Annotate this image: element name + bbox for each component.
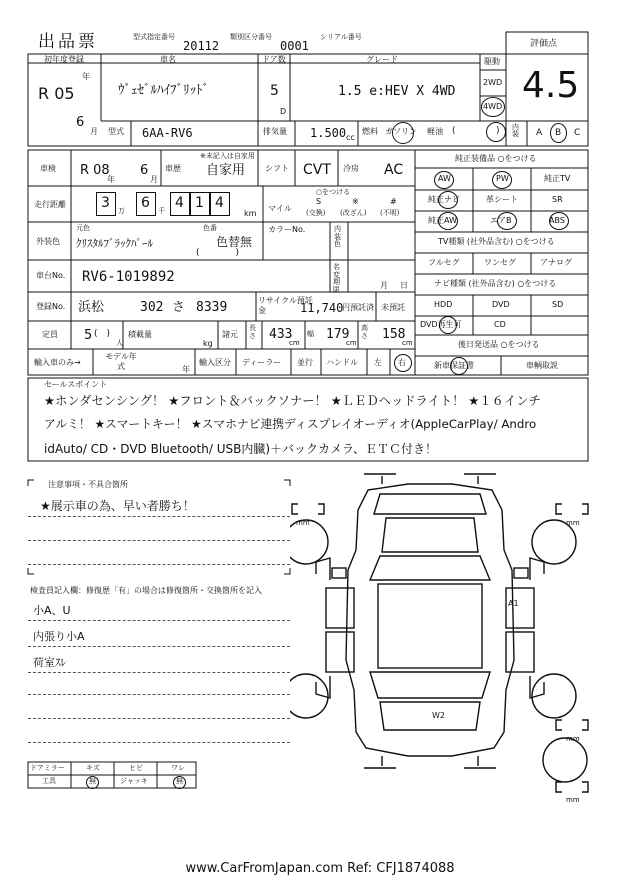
sales-label: セールスポイント [44, 380, 108, 389]
equip-navi-circle [438, 191, 458, 209]
reg-label: 登録No. [36, 302, 66, 311]
color-unchanged: 色替無 [216, 235, 253, 249]
legend-tools-value: 無 [89, 777, 96, 785]
recycle-value: 11,740 [300, 301, 344, 315]
displacement-unit: cc [346, 133, 355, 142]
grade-label: グレード [366, 55, 398, 64]
interior-color-label: 内装色 [334, 225, 341, 249]
inspector-line [28, 620, 290, 621]
inspection-month-unit: 月 [150, 175, 158, 184]
legend-door-mirror: ドアミラー [30, 764, 65, 772]
color-paren: ( ) [196, 248, 240, 258]
equip-genuine-aw-circle [438, 212, 458, 230]
dims-label: 諸元 [222, 330, 238, 339]
reg-number: 8339 [196, 300, 228, 315]
legend-jack: ジャッキ [120, 777, 148, 785]
car-damage-diagram [290, 470, 590, 815]
mileage-label: 走行距離 [34, 200, 66, 209]
interior-grade-a: A [536, 128, 543, 138]
interior-label: 内装 [512, 123, 519, 138]
legend-crack: ヒビ [129, 764, 143, 772]
chassis-value: RV6-1019892 [82, 269, 175, 285]
chassis-label: 車台No. [36, 271, 66, 280]
equip-airbag-circle [497, 212, 517, 230]
mileage-digit-2: 6 [141, 195, 150, 211]
handle-label: ハンドル [326, 358, 358, 367]
shift-value: CVT [303, 162, 331, 178]
later-warranty-circle [450, 357, 468, 375]
legend-jack-circle [173, 776, 186, 789]
first-reg-year: R 05 [38, 84, 75, 103]
equip-abs-circle [549, 212, 569, 230]
meter-exchanged: (交換) [306, 209, 326, 217]
length-unit: cm [289, 339, 300, 347]
damage-mark-a1: A1 [508, 599, 519, 608]
type-code-label: 型式指定番号 [133, 33, 175, 41]
tv-fullseg: フルセグ [428, 258, 460, 267]
tv-oneseg: ワンセグ [484, 258, 516, 267]
factory-title: 純正装備品 ○をつける [455, 154, 537, 163]
meter-label: マイル [268, 204, 292, 213]
tv-title: TV種類 (社外品含む) ○をつける [438, 237, 555, 246]
color-no-field-label: カラーNo. [268, 225, 306, 234]
width-value: 179 [326, 327, 350, 342]
displacement-label: 排気量 [263, 127, 287, 136]
inspector-line [28, 672, 290, 673]
category-value: 0001 [280, 39, 309, 53]
fuel-selected-circle [392, 122, 414, 144]
mileage-digit-3: 4 [175, 195, 184, 211]
footer-watermark: www.CarFromJapan.com Ref: CFJ1874088 [185, 861, 455, 876]
notes-line [28, 564, 290, 565]
equip-tv: 純正TV [544, 174, 571, 183]
inspector-line [28, 694, 290, 695]
door-sub: D [280, 107, 287, 116]
first-reg-month: 6 [76, 115, 85, 130]
first-reg-label: 初年度登録 [44, 55, 84, 64]
legend-tools: 工具 [42, 777, 56, 785]
meter-mark-s: S [316, 197, 322, 206]
tire-unit-rr: mm [566, 735, 580, 743]
legend-scratch: キズ [86, 764, 100, 772]
ac-value: AC [384, 162, 404, 178]
drive-4wd: 4WD [483, 102, 503, 111]
exterior-color: ｸﾘｽﾀﾙﾌﾞﾗｯｸﾊﾟｰﾙ [76, 237, 153, 250]
interior-selected-circle [550, 123, 567, 143]
mileage-digit-1: 3 [101, 195, 110, 211]
fuel-label: 燃料 [362, 127, 378, 136]
month-unit: 月 [90, 127, 98, 136]
recycle-label: リサイクル預託金 [258, 296, 313, 315]
inspection-month: 6 [140, 163, 149, 178]
meter-unknown: (不明) [380, 209, 400, 217]
inspector-line [28, 718, 290, 719]
exterior-label: 外装色 [36, 237, 60, 246]
doors-label: ドア数 [262, 55, 286, 64]
car-name-label: 車名 [160, 55, 176, 64]
mileage-sen-unit: 千 [158, 207, 165, 215]
page-title: 出品票 [38, 32, 98, 52]
equip-sr: SR [552, 195, 563, 204]
day-unit: 日 [400, 281, 408, 290]
reg-kana: さ [172, 300, 186, 315]
displacement-value: 1.500 [310, 126, 347, 140]
navi-sd: SD [552, 300, 564, 309]
fuel-other-circle [486, 122, 506, 142]
recycle-paid: 円預託済 [342, 303, 374, 312]
interior-grade-b: B [555, 128, 562, 138]
width-unit: cm [346, 339, 357, 347]
equip-aw-circle [434, 171, 454, 189]
year-unit: 年 [82, 72, 90, 81]
width-label: 幅 [307, 330, 314, 338]
model-year-label: モデル年式 [105, 352, 137, 371]
height-label: 高さ [361, 324, 368, 340]
equip-navi: 純正ナビ [428, 195, 460, 204]
inspector-line-2: 内張り小A [33, 630, 85, 643]
legend-jack-value: 無 [176, 777, 183, 785]
usage-value: 自家用 [206, 163, 246, 178]
mileage-digit-4: 1 [195, 195, 204, 211]
km-unit: km [244, 209, 257, 218]
damage-mark-w2: W2 [432, 711, 445, 720]
equip-leather: 革シート [486, 195, 518, 204]
recycle-unpaid: 未預託 [381, 303, 405, 312]
shift-label: シフト [265, 164, 289, 173]
navi-dvd: DVD [492, 300, 510, 309]
notes-line [28, 516, 290, 517]
type-code-value: 20112 [183, 39, 220, 53]
interior-grade-c: C [574, 128, 581, 138]
notes-label: 注意事項・不具合箇所 [48, 480, 128, 489]
model-value: 6AA-RV6 [142, 126, 193, 140]
sales-line-3: idAuto/ CD・DVD Bluetooth/ USB内臓)＋バックカメラ、ＥＴＣ付き！ [44, 442, 438, 456]
capacity-value: 5 [84, 328, 93, 343]
equip-aw: AW [438, 174, 451, 183]
tire-unit-fl: mm [296, 519, 310, 527]
parallel-option: 並行 [297, 358, 313, 367]
import-label: 輸入車のみ→ [34, 358, 81, 367]
drive-label: 駆動 [484, 57, 500, 66]
handle-right: 右 [398, 358, 406, 367]
length-value: 433 [269, 327, 293, 342]
import-type-label: 輸入区分 [199, 358, 231, 367]
notes-line [28, 540, 290, 541]
fuel-gasoline: ガソリン [385, 127, 417, 136]
serial-label: シリアル番号 [320, 33, 362, 41]
navi-dvd-play-circle [439, 316, 457, 334]
inspector-line [28, 742, 290, 743]
mileage-digit-5: 4 [215, 195, 224, 211]
navi-cd: CD [494, 320, 506, 329]
inspection-year-unit: 年 [107, 175, 115, 184]
handle-left: 左 [374, 358, 382, 367]
inspection-year: R 08 [80, 163, 110, 178]
tv-analog: アナログ [540, 258, 572, 267]
fuel-diesel: 軽油 [427, 127, 443, 136]
equip-airbag: エアB [490, 216, 512, 225]
tire-unit-fr: mm [566, 519, 580, 527]
equip-pw: PW [496, 174, 509, 183]
usage-label: 車歴 [165, 164, 181, 173]
usage-note: ※未記入は自家用 [200, 152, 255, 160]
meter-circle-note: ○をつける [316, 188, 351, 196]
reg-city: 浜松 [78, 300, 105, 315]
later-manual: 車輌取説 [526, 361, 558, 370]
notes-text: ★展示車の為、早い者勝ち！ [40, 499, 195, 513]
car-name-value: ｳﾞｪｾﾞﾙﾊｲﾌﾞﾘｯﾄﾞ [118, 83, 209, 98]
score-label: 評価点 [530, 39, 558, 49]
doors-value: 5 [270, 83, 279, 99]
ac-label: 冷房 [343, 164, 359, 173]
inspector-line [28, 646, 290, 647]
equip-pw-circle [492, 171, 512, 189]
sales-line-1: ★ホンダセンシング！ ★フロント＆バックソナー！ ★ＬＥＤヘッドライト！ ★１６インチ [44, 394, 541, 408]
equip-genuine-aw: 純正AW [428, 216, 457, 225]
grade-value: 1.5 e:HEV X 4WD [338, 84, 456, 99]
capacity-label: 定員 [42, 330, 58, 339]
person-unit: 人 [116, 339, 123, 347]
load-label: 積載量 [128, 330, 152, 339]
navi-hdd: HDD [434, 300, 453, 309]
color-no-label: 色番 [203, 224, 217, 232]
handle-selected-circle [394, 354, 412, 372]
legend-tools-circle [86, 776, 99, 789]
meter-mark-hash: # [390, 197, 397, 206]
inspector-line-1: 小A、U [33, 604, 71, 617]
dealer-option: ディーラー [242, 358, 282, 367]
capacity-paren: ( ) [94, 329, 111, 339]
later-title: 後日発送品 ○をつける [458, 340, 540, 349]
reg-class: 302 [140, 300, 164, 315]
auction-sheet: 出品票 型式指定番号 20112 類別区分番号 0001 シリアル番号 評価点 4.5 初年度登録 車名 ドア数 グレード 駆動 R 05 年 6 月 ｳﾞｪｾﾞﾙﾊｲﾌﾞﾘｯﾄﾞ 5 D 1.5 e:HEV X 4WD 2WD 4WD 型式 6AA-RV6 排気量 1.500 cc 燃料 ガソリン 軽油 ( ) 内装 A B C 車検 R 08 年 6 月 車歴 ※未記入は自家用 自家用 シフト CVT 冷房 AC 走行距離 3 万 6 千 4 1 4 km ○をつける マイル S ※ # (交換) (改ざん) (不明) 外装色 元色 色番 ｸﾘｽﾀﾙﾌﾞﾗｯｸﾊﾟｰﾙ 色替無 ( ) カラーNo. 内装色 車台No. RV6-1019892 名変期限 月 日 登録No. 浜松 302 さ 8339 リサイクル預託金 11,740 円預託済 未預託 定員 5 ( ) 人 積載量 kg 諸元 長さ 433 cm 幅 179 cm 高さ 158 cm 輸入車のみ→ モデル年式 年 輸入区分 ディーラー 並行 ハンドル 左 右 純正装備品 ○をつける AW PW 純正TV 純正ナビ 革シート SR 純正AW エアB ABS TV種類 (社外品含む) ○をつける フルセグ ワンセグ アナログ ナビ種類 (社外品含む) ○をつける HDD DVD SD DVD再生可 CD 後日発送品 ○をつける 新車保証書 車輌取説 セールスポイント ★ホンダセンシング！ ★フロント＆バックソナー！ ★ＬＥＤヘッドライト！ ★１６インチ アルミ！ ★スマートキー！ ★スマホナビ連携ディスプレイオーディオ(AppleCarPlay/ Andro idAuto/ CD・DVD Bluetooth/ USB内臓)＋バックカメラ、ＥＴＣ付き！ 注意事項・不具合箇所 ★展示車の為、早い者勝ち！ 検査員記入欄：修復歴「有」の場合は修復箇所・交換箇所を記入 小A、U 内張り小A 荷室ｽﾚ ドアミラー キズ ヒビ ワレ 工具 無 ジャッキ 無 mm mm mm mm A1 W2 www.CarFromJapan.com Ref: CFJ1874088 [0, 0, 640, 880]
sales-line-2: アルミ！ ★スマートキー！ ★スマホナビ連携ディスプレイオーディオ(AppleCarPlay/ Andro [44, 417, 537, 431]
model-year-unit: 年 [182, 365, 190, 374]
navi-title: ナビ種類 (社外品含む) ○をつける [434, 279, 557, 288]
equip-abs: ABS [549, 216, 565, 225]
mileage-man-unit: 万 [118, 207, 125, 215]
score-value: 4.5 [522, 65, 580, 106]
inspector-line-3: 荷室ｽﾚ [33, 656, 66, 669]
meter-mark-star: ※ [352, 197, 359, 206]
height-value: 158 [382, 327, 406, 342]
length-label: 長さ [249, 324, 256, 340]
model-label: 型式 [108, 127, 124, 136]
meter-altered: (改ざん) [340, 209, 367, 217]
drive-2wd: 2WD [483, 78, 503, 87]
later-warranty: 新車保証書 [434, 361, 474, 370]
tire-unit-spare: mm [566, 796, 580, 804]
name-change-label: 名変期限 [333, 263, 340, 295]
kg-unit: kg [203, 339, 213, 348]
category-label: 類別区分番号 [230, 33, 272, 41]
legend-break: ワレ [171, 764, 185, 772]
inspector-label: 検査員記入欄：修復歴「有」の場合は修復箇所・交換箇所を記入 [30, 586, 262, 595]
inspection-label: 車検 [40, 164, 56, 173]
height-unit: cm [402, 339, 413, 347]
original-color-label: 元色 [76, 224, 90, 232]
name-change-month-unit: 月 [380, 281, 388, 290]
navi-dvd-play: DVD再生可 [420, 320, 462, 329]
drive-selected-circle [481, 97, 505, 117]
